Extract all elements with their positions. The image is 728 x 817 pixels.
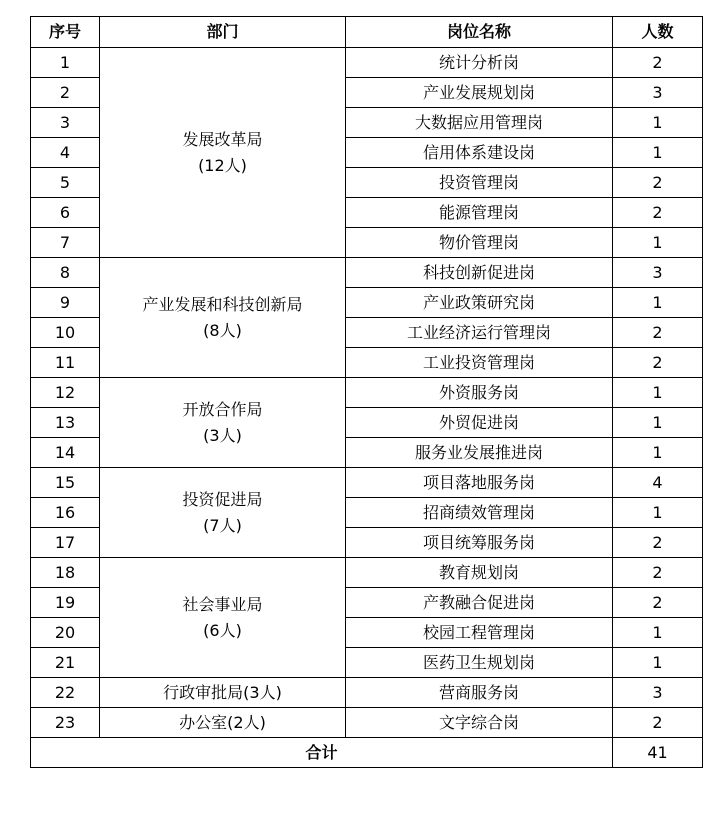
row-position: 工业经济运行管理岗 [346, 318, 613, 348]
row-seq: 19 [31, 588, 100, 618]
row-position: 科技创新促进岗 [346, 258, 613, 288]
row-count: 1 [613, 618, 703, 648]
row-seq: 15 [31, 468, 100, 498]
row-seq: 10 [31, 318, 100, 348]
row-seq: 16 [31, 498, 100, 528]
row-count: 2 [613, 588, 703, 618]
dept-count: (6人) [203, 620, 242, 640]
row-position: 项目统筹服务岗 [346, 528, 613, 558]
row-position: 校园工程管理岗 [346, 618, 613, 648]
row-count: 2 [613, 168, 703, 198]
row-count: 3 [613, 78, 703, 108]
staffing-table-container [30, 16, 703, 768]
dept-cell [100, 468, 346, 558]
row-count: 1 [613, 648, 703, 678]
row-count: 2 [613, 198, 703, 228]
row-count: 2 [613, 348, 703, 378]
row-seq: 9 [31, 288, 100, 318]
row-position: 投资管理岗 [346, 168, 613, 198]
dept-count: (7人) [203, 515, 242, 535]
row-position: 服务业发展推进岗 [346, 438, 613, 468]
row-seq: 2 [31, 78, 100, 108]
row-count: 2 [613, 558, 703, 588]
dept-name: 发展改革局 [182, 129, 263, 149]
row-seq: 8 [31, 258, 100, 288]
dept-name: 产业发展和科技创新局 [142, 294, 303, 314]
dept-count: (3人) [203, 425, 242, 445]
row-count: 2 [613, 708, 703, 738]
row-count: 3 [613, 678, 703, 708]
total-label: 合计 [31, 738, 613, 768]
row-count: 4 [613, 468, 703, 498]
header-count: 人数 [613, 17, 703, 48]
row-position: 产业发展规划岗 [346, 78, 613, 108]
dept-cell [100, 48, 346, 258]
row-count: 2 [613, 528, 703, 558]
total-value: 41 [613, 738, 703, 768]
row-seq: 13 [31, 408, 100, 438]
table-row [31, 678, 703, 708]
row-seq: 12 [31, 378, 100, 408]
dept-name: 投资促进局 [182, 489, 263, 509]
row-seq: 5 [31, 168, 100, 198]
row-seq: 11 [31, 348, 100, 378]
row-position: 文字综合岗 [346, 708, 613, 738]
row-seq: 7 [31, 228, 100, 258]
row-position: 物价管理岗 [346, 228, 613, 258]
header-dept: 部门 [100, 17, 346, 48]
row-count: 1 [613, 108, 703, 138]
row-position: 项目落地服务岗 [346, 468, 613, 498]
row-position: 教育规划岗 [346, 558, 613, 588]
dept-count: (12人) [198, 155, 247, 175]
row-count: 1 [613, 288, 703, 318]
row-position: 工业投资管理岗 [346, 348, 613, 378]
row-count: 1 [613, 138, 703, 168]
row-position: 能源管理岗 [346, 198, 613, 228]
table-row [31, 468, 703, 498]
row-position: 信用体系建设岗 [346, 138, 613, 168]
row-position: 大数据应用管理岗 [346, 108, 613, 138]
table-row [31, 48, 703, 78]
row-seq: 23 [31, 708, 100, 738]
row-position: 招商绩效管理岗 [346, 498, 613, 528]
table-row [31, 708, 703, 738]
row-seq: 14 [31, 438, 100, 468]
row-seq: 20 [31, 618, 100, 648]
dept-name: 开放合作局 [182, 399, 263, 419]
table-row [31, 378, 703, 408]
row-seq: 21 [31, 648, 100, 678]
row-position: 医药卫生规划岗 [346, 648, 613, 678]
row-count: 1 [613, 408, 703, 438]
row-seq: 18 [31, 558, 100, 588]
row-count: 3 [613, 258, 703, 288]
table-header-row [31, 17, 703, 48]
row-position: 外贸促进岗 [346, 408, 613, 438]
dept-count: (8人) [203, 320, 242, 340]
row-seq: 6 [31, 198, 100, 228]
row-seq: 1 [31, 48, 100, 78]
header-position: 岗位名称 [346, 17, 613, 48]
row-count: 1 [613, 498, 703, 528]
row-count: 1 [613, 228, 703, 258]
row-seq: 4 [31, 138, 100, 168]
total-row [31, 738, 703, 768]
staffing-table [30, 16, 703, 768]
table-row [31, 558, 703, 588]
table-row [31, 258, 703, 288]
row-position: 营商服务岗 [346, 678, 613, 708]
row-count: 2 [613, 318, 703, 348]
dept-cell: 办公室(2人) [100, 708, 346, 738]
row-position: 外资服务岗 [346, 378, 613, 408]
row-count: 1 [613, 378, 703, 408]
row-seq: 22 [31, 678, 100, 708]
row-position: 产业政策研究岗 [346, 288, 613, 318]
dept-cell [100, 558, 346, 678]
dept-cell [100, 378, 346, 468]
row-position: 统计分析岗 [346, 48, 613, 78]
row-count: 2 [613, 48, 703, 78]
row-seq: 3 [31, 108, 100, 138]
dept-name: 社会事业局 [182, 594, 263, 614]
dept-cell: 行政审批局(3人) [100, 678, 346, 708]
row-count: 1 [613, 438, 703, 468]
dept-cell [100, 258, 346, 378]
header-seq: 序号 [31, 17, 100, 48]
row-seq: 17 [31, 528, 100, 558]
row-position: 产教融合促进岗 [346, 588, 613, 618]
